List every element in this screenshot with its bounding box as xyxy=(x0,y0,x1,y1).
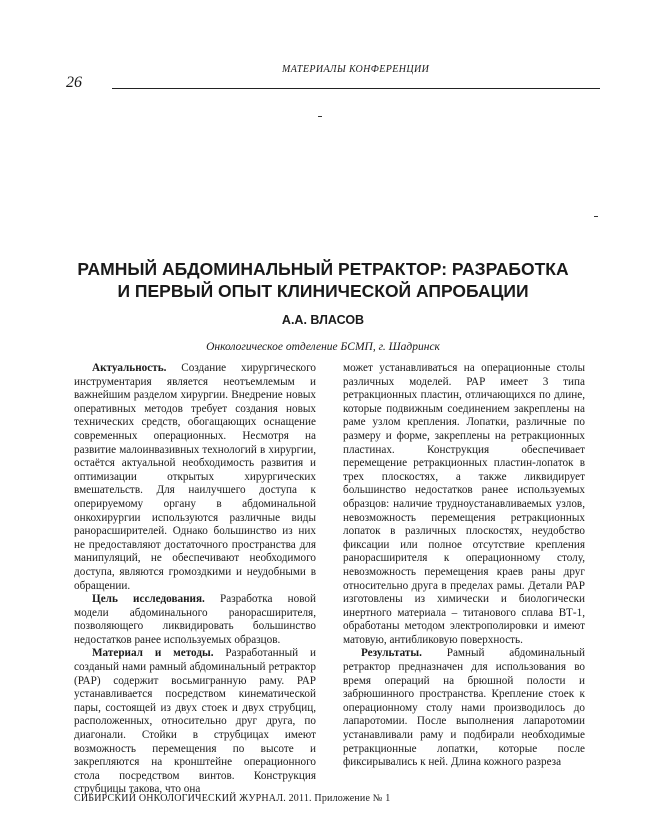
journal-footer: СИБИРСКИЙ ОНКОЛОГИЧЕСКИЙ ЖУРНАЛ. 2011. Приложение № 1 xyxy=(74,793,391,804)
paragraph-methods-continued xyxy=(343,362,585,647)
scan-mark xyxy=(594,216,598,217)
paragraph-text: Разработанный и созданый нами рамный абдоминальный ретрактор (РАР) содержит восьмигранную раму. РАР устанавливается посредством кинематической пары, состоящей из двух стоек и двух струбциц, расположенных, относительно друг друга, по диагонали. Стойки в струбцицах имеют возможность перемещения по высоте и закрепляются на кронштейне операционного стола посредством винтов. Конструкция струбцицы такова, что она xyxy=(74,647,316,796)
running-header: МАТЕРИАЛЫ КОНФЕРЕНЦИИ xyxy=(282,64,430,75)
author-affiliation: Онкологическое отделение БСМП, г. Шадринск xyxy=(206,341,440,353)
paragraph-aim xyxy=(74,593,316,647)
paragraph-results xyxy=(343,647,585,769)
article-title-line-1: РАМНЫЙ АБДОМИНАЛЬНЫЙ РЕТРАКТОР: РАЗРАБОТКА xyxy=(77,259,569,279)
paragraph-text: Рамный абдоминальный ретрактор предназначен для использования во время операций на брюшной полости и забрюшинного пространства. Крепление стоек к операционному столу нами производилось до лапаротомии. После выполнения лапаротомии устанавливали раму и подбирали необходимые ретракционные лопатки, которые после фиксирывались к ней. Длина кожного разреза xyxy=(343,647,585,769)
paragraph-lead: Материал и методы. xyxy=(92,647,214,660)
paragraph-text: может устанавливаться на операционные столы различных моделей. РАР имеет 3 типа ретракционных пластин, отличающихся по длине, которые подвижным соединением закреплены на раме узлом крепления. Лопатки, различные по размеру и форме, закреплены на ретракционных пластинах. Конструкция обеспечивает перемещение ретракционных пластин-лопаток в трех плоскостях, а также ликвидирует большинство недостатков ранее используемых образцов: наличие трудноустанавливаемых узлов, невозможность перемещения ретракционных лопаток в различных плоскостях, неудобство фиксации или полное отсутствие крепления ранорасширителя к операционному столу, невозможность перемещения краев раны друг относительно друга в пределах рамы. Детали РАР изготовлены из химически и биологически инертного материала – титанового сплава ВТ-1, обработаны методом электрополировки и имеют матовую, антибликовую поверхность. xyxy=(343,362,585,646)
right-column xyxy=(343,362,585,770)
left-column xyxy=(74,362,316,797)
scan-mark xyxy=(318,116,322,117)
article-title-line-2: И ПЕРВЫЙ ОПЫТ КЛИНИЧЕСКОЙ АПРОБАЦИИ xyxy=(117,281,529,301)
paragraph-lead: Цель исследования. xyxy=(92,593,205,606)
paragraph-lead: Актуальность. xyxy=(92,362,167,374)
paragraph-relevance xyxy=(74,362,316,593)
paragraph-text: Создание хирургического инструментария является неотъемлемым и важнейшим разделом хирургии. Внедрение новых оперативных методов требует создания новых технических средств, обогащающих оснащение современных операционных. Несмотря на развитие малоинвазивных технологий в хирургии, остаётся актуальной необходимость развития и оптимизации открытых хирургических вмешательств. Для наилучшего доступа к оперируемому органу в абдоминальной онкохирургии используются различные виды ранорасширителей. Однако большинство из них не предоставляют достаточного пространства для манипуляций, не обеспечивают необходимого доступа, являются громоздкими и неудобными в обращении. xyxy=(74,362,316,592)
header-rule xyxy=(112,88,600,89)
paragraph-text: Разработка новой модели абдоминального ранорасширителя, позволяющего ликвидировать большинство недостатков ранее используемых образцов. xyxy=(74,593,316,646)
article-author: А.А. ВЛАСОВ xyxy=(281,313,365,327)
page-number: 26 xyxy=(66,74,82,91)
paragraph-lead: Результаты. xyxy=(361,647,422,660)
paragraph-methods xyxy=(74,647,316,797)
